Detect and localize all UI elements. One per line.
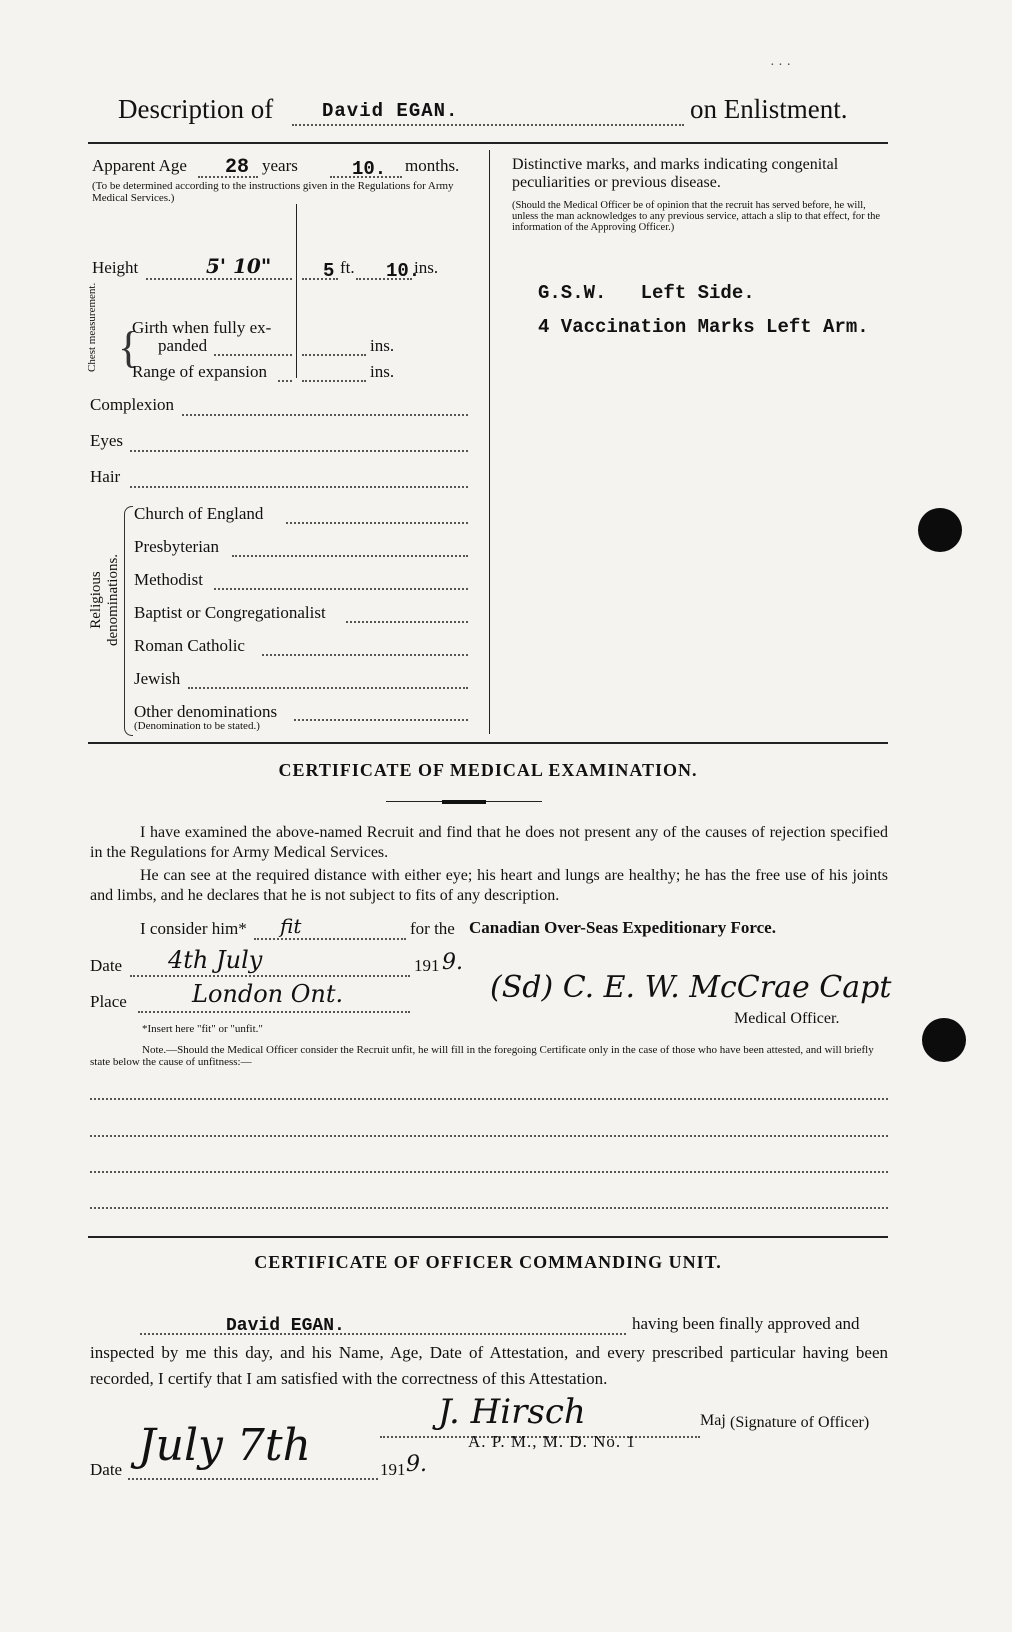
signature-label: (Signature of Officer) <box>730 1414 870 1431</box>
year-prefix: 191 <box>414 956 440 975</box>
cert-name-line <box>140 1333 626 1335</box>
religion-bracket <box>124 506 133 736</box>
cert-year-prefix: 191 <box>380 1460 406 1479</box>
religion-line <box>294 719 468 721</box>
column-divider <box>489 150 490 734</box>
header-name-line <box>292 124 684 126</box>
marks-heading-2: peculiarities or previous disease. <box>512 174 721 191</box>
cert-para: inspected by me this day, and his Name, Age, Date of Attestation, and every prescribed particular having been recorded, I certify that I am satisfied with the correctness of this Attestation. <box>90 1343 888 1388</box>
medical-certificate-title: CERTIFICATE OF MEDICAL EXAMINATION. <box>278 760 698 780</box>
religion-item: Roman Catholic <box>134 636 245 655</box>
cert-date-value: July 7th <box>138 1420 311 1471</box>
height-divider <box>296 204 297 378</box>
header-suffix: on Enlistment. <box>690 94 848 124</box>
header-name: David EGAN. <box>322 100 459 122</box>
religion-item: Church of England <box>134 504 264 523</box>
girth-label-1: Girth when fully ex- <box>132 318 272 337</box>
date-line <box>130 975 410 977</box>
eyes-label: Eyes <box>90 431 124 450</box>
girth-label-2: panded <box>158 336 208 355</box>
ins-label: ins. <box>414 258 439 277</box>
unfitness-line-3[interactable] <box>90 1171 888 1173</box>
ft-label: ft. <box>340 258 355 277</box>
insert-note: *Insert here "fit" or "unfit." <box>142 1023 263 1035</box>
medical-officer-signature: (Sd) C. E. W. McCrae Capt <box>490 970 892 1005</box>
age-label: Apparent Age <box>92 156 187 175</box>
height-label: Height <box>92 258 139 277</box>
girth-ins: ins. <box>370 336 395 355</box>
religion-side-label-2: denominations. <box>105 553 121 647</box>
age-months-value: 10. <box>352 158 387 180</box>
year-digit: 9. <box>442 950 463 975</box>
unfitness-note: Note.—Should the Medical Officer consider the Recruit unfit, he will fill in the foregoing Certificate only in the case of those who have been attested, and will briefly state below the cause of unfitness:— <box>90 1044 874 1068</box>
height-ft-value: 5 <box>323 260 335 282</box>
complexion-line <box>182 414 468 416</box>
date-label: Date <box>90 956 123 975</box>
range-label: Range of expansion <box>132 362 268 381</box>
section-rule <box>88 742 888 744</box>
age-years-value: 28 <box>225 156 250 179</box>
religion-line <box>286 522 468 524</box>
binder-hole <box>918 508 962 552</box>
medical-officer-label: Medical Officer. <box>734 1010 840 1027</box>
place-label: Place <box>90 992 127 1011</box>
force-name: Canadian Over-Seas Expeditionary Force. <box>469 918 776 937</box>
denomination-note: (Denomination to be stated.) <box>134 720 260 732</box>
marks-heading-1: Distinctive marks, and marks indicating congenital <box>512 156 839 173</box>
chest-bracket: { <box>118 323 140 372</box>
title-underline-thick <box>442 800 486 804</box>
hair-line <box>130 486 468 488</box>
religion-line <box>188 687 468 689</box>
eyes-line <box>130 450 468 452</box>
cert-line-1-suffix: having been finally approved and <box>632 1314 860 1333</box>
girth-line-2 <box>302 354 366 356</box>
mark-1: G.S.W. Left Side. <box>538 282 755 304</box>
complexion-label: Complexion <box>90 395 175 414</box>
commanding-certificate-title: CERTIFICATE OF OFFICER COMMANDING UNIT. <box>254 1252 722 1272</box>
religion-item: Baptist or Congregationalist <box>134 603 326 622</box>
place-line <box>138 1011 410 1013</box>
range-ins: ins. <box>370 362 395 381</box>
years-label: years <box>262 156 298 175</box>
hair-label: Hair <box>90 467 121 486</box>
consider-suffix: for the <box>410 919 455 938</box>
header-prefix: Description of <box>118 94 274 124</box>
rank-label: Maj <box>700 1412 726 1429</box>
religion-line <box>214 588 468 590</box>
chest-measurement-label: Chest measurement. <box>86 282 98 372</box>
consider-value: fit <box>280 914 302 938</box>
medical-para-1: I have examined the above-named Recruit and find that he does not present any of the causes of rejection specified in the Regulations for Army Medical Services. <box>90 824 888 861</box>
header-rule <box>88 142 888 144</box>
religion-line <box>262 654 468 656</box>
height-in-value: 10. <box>386 260 421 282</box>
range-line-1 <box>278 380 292 382</box>
religion-item: Methodist <box>134 570 203 589</box>
marks-note: (Should the Medical Officer be of opinion that the recruit has served before, he will, unless the man acknowledges to any previous service, attach a slip to that effect, for the information of the Approving Officer.) <box>512 200 881 233</box>
religion-item: Jewish <box>134 669 181 688</box>
stray-marks: · · · <box>770 58 791 73</box>
consider-line <box>254 938 406 940</box>
mark-2: 4 Vaccination Marks Left Arm. <box>538 316 869 338</box>
religion-item: Other denominations <box>134 702 278 721</box>
cert-date-line <box>128 1478 378 1480</box>
commanding-signature: J. Hirsch <box>438 1392 586 1432</box>
binder-hole <box>922 1018 966 1062</box>
consider-label: I consider him* <box>140 919 247 938</box>
range-line-2 <box>302 380 366 382</box>
girth-line-1 <box>214 354 292 356</box>
unfitness-line-2[interactable] <box>90 1135 888 1137</box>
unfitness-line-4[interactable] <box>90 1207 888 1209</box>
cert-date-label: Date <box>90 1460 123 1479</box>
religion-line <box>232 555 468 557</box>
cert-year-digit: 9. <box>406 1452 427 1477</box>
religion-side-label <box>88 540 122 660</box>
height-value-hand: 5' 10" <box>206 254 272 278</box>
unfitness-line-1[interactable] <box>90 1098 888 1100</box>
apm-label: A. P. M., M. D. No. 1 <box>468 1432 636 1451</box>
months-label: months. <box>405 156 460 175</box>
cert-name-value: David EGAN. <box>226 1316 345 1336</box>
date-value: 4th July <box>168 946 263 974</box>
height-line <box>146 278 292 280</box>
religion-line <box>346 621 468 623</box>
age-note: (To be determined according to the instructions given in the Regulations for Army Medical Services.) <box>92 180 454 204</box>
religion-item: Presbyterian <box>134 537 219 556</box>
medical-para-2: He can see at the required distance with either eye; his heart and lungs are healthy; he has the free use of his joints and limbs, and he declares that he is not subject to fits of any description. <box>90 867 888 904</box>
religion-side-label-1: Religious <box>88 571 104 629</box>
section-rule-2 <box>88 1236 888 1238</box>
place-value: London Ont. <box>192 980 344 1008</box>
